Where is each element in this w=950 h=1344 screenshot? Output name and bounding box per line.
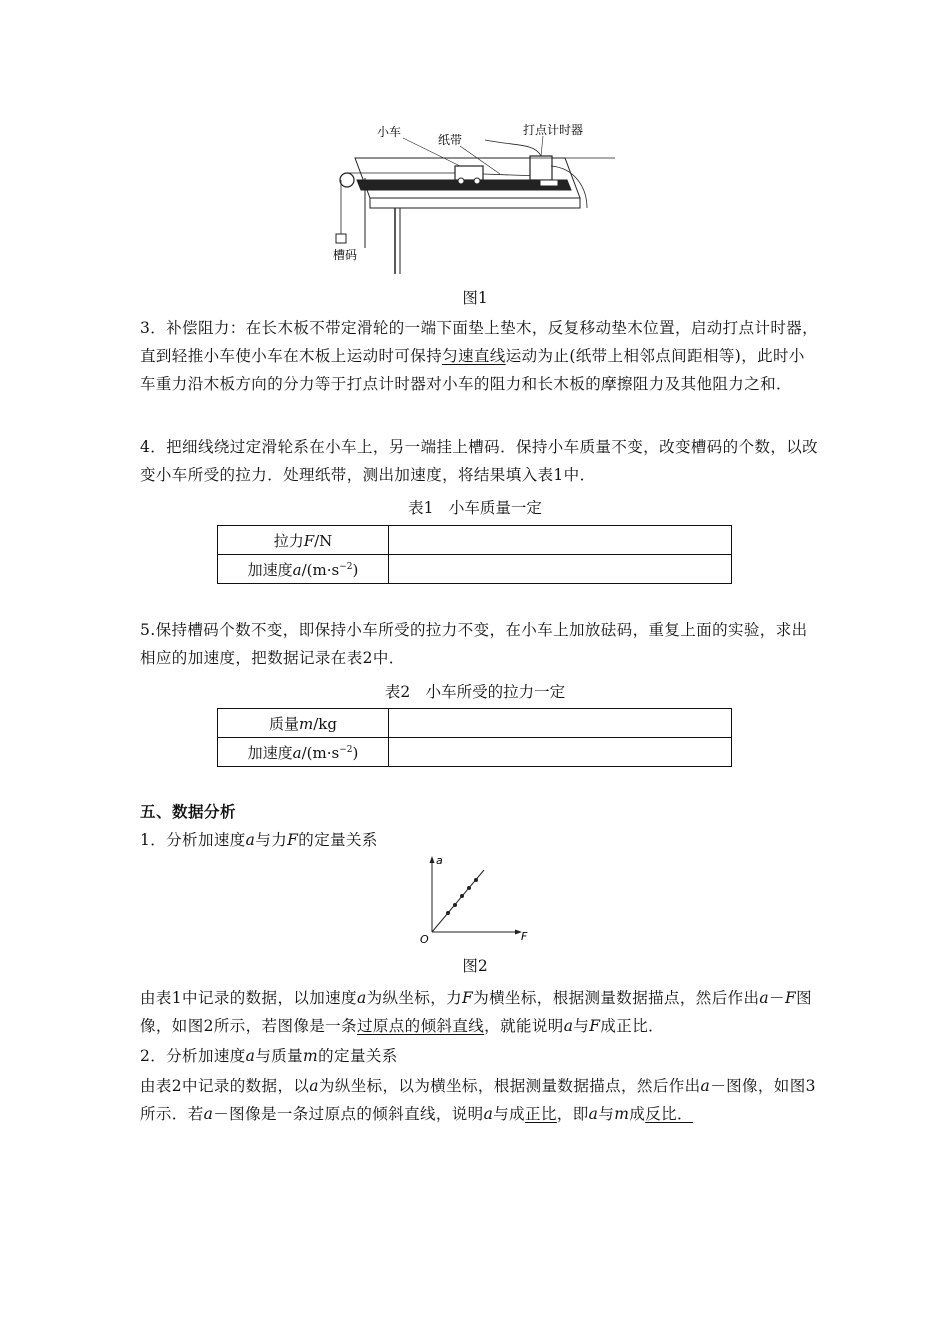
item-1-heading: 1．分析加速度a与力F的定量关系: [140, 831, 378, 849]
label-timer: 打点计时器: [523, 123, 584, 137]
table-1-accel-cell: [389, 555, 732, 584]
figure-1-apparatus: [325, 118, 625, 280]
axis-label-y: a: [436, 854, 443, 867]
table-1-force-cell: [389, 526, 732, 555]
table-1: [217, 525, 732, 584]
analysis-paragraph-2: 由表2中记录的数据，以a为纵坐标，以为横坐标，根据测量数据描点，然后作出a－图像，如图3所示．若a－图像是一条过原点的倾斜直线，说明a与成正比，即a与m成反比．: [140, 1077, 816, 1123]
underlined-answer-4: 反比．: [645, 1105, 693, 1123]
table-2-accel-cell: [389, 738, 732, 767]
step-4: 4．把细线绕过定滑轮系在小车上，另一端挂上槽码．保持小车质量不变，改变槽码的个数，以改变小车所受的拉力．处理纸带，测出加速度，将结果填入表1中．: [140, 438, 819, 484]
figure-2-caption: 图2: [462, 957, 488, 975]
car: [455, 166, 483, 180]
table-1-caption: 表1 小车质量一定: [408, 499, 542, 517]
figure-2-graph: [410, 852, 540, 947]
label-car: 小车: [377, 125, 402, 139]
table-row: [218, 555, 732, 584]
label-tape: 纸带: [438, 133, 463, 147]
data-point: [467, 886, 471, 890]
table-row: [218, 709, 732, 738]
timer: [530, 156, 552, 180]
table-2-caption: 表2 小车所受的拉力一定: [384, 683, 566, 701]
section-title: 五、数据分析: [140, 802, 237, 821]
label-weight: 槽码: [333, 248, 358, 262]
data-point: [446, 911, 450, 915]
pulley: [340, 173, 354, 187]
axis-label-x: F: [521, 930, 528, 943]
origin-label: O: [420, 933, 429, 946]
table-1-force-label: 拉力F/N: [218, 526, 389, 555]
step-5: 5.保持槽码个数不变，即保持小车所受的拉力不变，在小车上加放砝码，重复上面的实验，求出相应的加速度，把数据记录在表2中．: [140, 621, 808, 667]
figure-1-caption: 图1: [462, 289, 488, 307]
item-2-heading: 2．分析加速度a与质量m的定量关系: [140, 1047, 398, 1065]
underlined-answer-1: 匀速直线: [442, 347, 506, 365]
data-point: [460, 894, 464, 898]
step-3: 3．补偿阻力：在长木板不带定滑轮的一端下面垫上垫木，反复移动垫木位置，启动打点计时器，直到轻推小车使小车在木板上运动时可保持匀速直线运动为止(纸带上相邻点间距相等)，此时小车重力沿木板方向的分力等于打点计时器对小车的阻力和长木板的摩擦阻力及其他阻力之和．: [140, 319, 819, 393]
data-point: [453, 903, 457, 907]
underlined-answer-3: 正比: [525, 1105, 557, 1123]
data-point: [474, 878, 478, 882]
table-2-accel-label: 加速度$a/(m\cdot s^{-2})$: [218, 738, 389, 767]
table-row: [218, 738, 732, 767]
analysis-paragraph-1: 由表1中记录的数据，以加速度a为纵坐标，力F为横坐标，根据测量数据描点，然后作出a－F图像，如图2所示，若图像是一条过原点的倾斜直线，就能说明a与F成正比．: [140, 989, 813, 1035]
table-2: [217, 708, 732, 767]
hanging-weight: [336, 234, 346, 243]
table-row: [218, 526, 732, 555]
table-2-mass-cell: [389, 709, 732, 738]
underlined-answer-2: 过原点的倾斜直线: [356, 1017, 485, 1035]
table-1-accel-label: 加速度$a/(m\cdot s^{-2})$: [218, 555, 389, 584]
table-2-mass-label: 质量m/kg: [218, 709, 389, 738]
table-edge: [370, 198, 580, 208]
